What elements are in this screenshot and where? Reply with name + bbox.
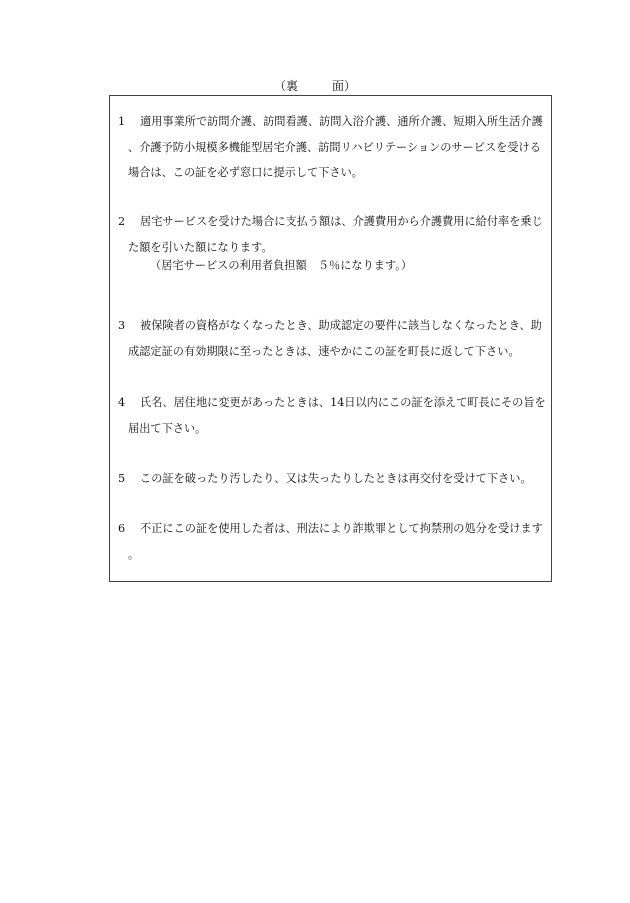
page-title-char-1: 裏	[285, 79, 298, 93]
item-number: 1	[118, 115, 126, 128]
notice-item-2	[118, 209, 548, 276]
notice-item-1	[118, 109, 548, 186]
notice-item-4	[118, 390, 548, 441]
item-text: 氏名、居住地に変更があったときは、14日以内にこの証を添えて町長にその旨を届出て下さい。	[128, 396, 546, 435]
item-text: 居宅サービスを受けた場合に支払う額は、介護費用から介護費用に給付率を乗じた額を引いた額になります。	[128, 215, 543, 254]
notice-item-5	[118, 466, 548, 492]
notice-frame	[109, 95, 552, 582]
item-text: この証を破ったり汚したり、又は失ったりしたときは再交付を受けて下さい。	[140, 472, 532, 485]
page-title-char-2: 面	[332, 79, 345, 93]
item-text: 被保険者の資格がなくなったとき、助成認定の要件に該当しなくなったとき、助成認定証の有効期限に至ったときは、速やかにこの証を町長に返して下さい。	[128, 319, 542, 358]
item-text: 不正にこの証を使用した者は、刑法により詐欺罪として拘禁刑の処分を受けます。	[128, 522, 543, 561]
page-title	[0, 78, 630, 94]
item-note: （居宅サービスの利用者負担額 ５％になります。）	[150, 259, 413, 272]
item-number: 3	[118, 319, 126, 332]
item-number: 5	[118, 472, 126, 485]
notice-item-6	[118, 516, 548, 567]
item-number: 4	[118, 396, 126, 409]
page-title-close-paren: ）	[344, 79, 357, 93]
notice-item-3	[118, 313, 548, 364]
page-title-open-paren: （	[273, 79, 286, 93]
item-number: 6	[118, 522, 126, 535]
item-text: 適用事業所で訪問介護、訪問看護、訪問入浴介護、通所介護、短期入所生活介護、介護予防小規模多機能型居宅介護、訪問リハビリテーションのサービスを受ける場合は、この証を必ず窓口に提示して下さい。	[128, 115, 543, 179]
item-number: 2	[118, 215, 126, 228]
